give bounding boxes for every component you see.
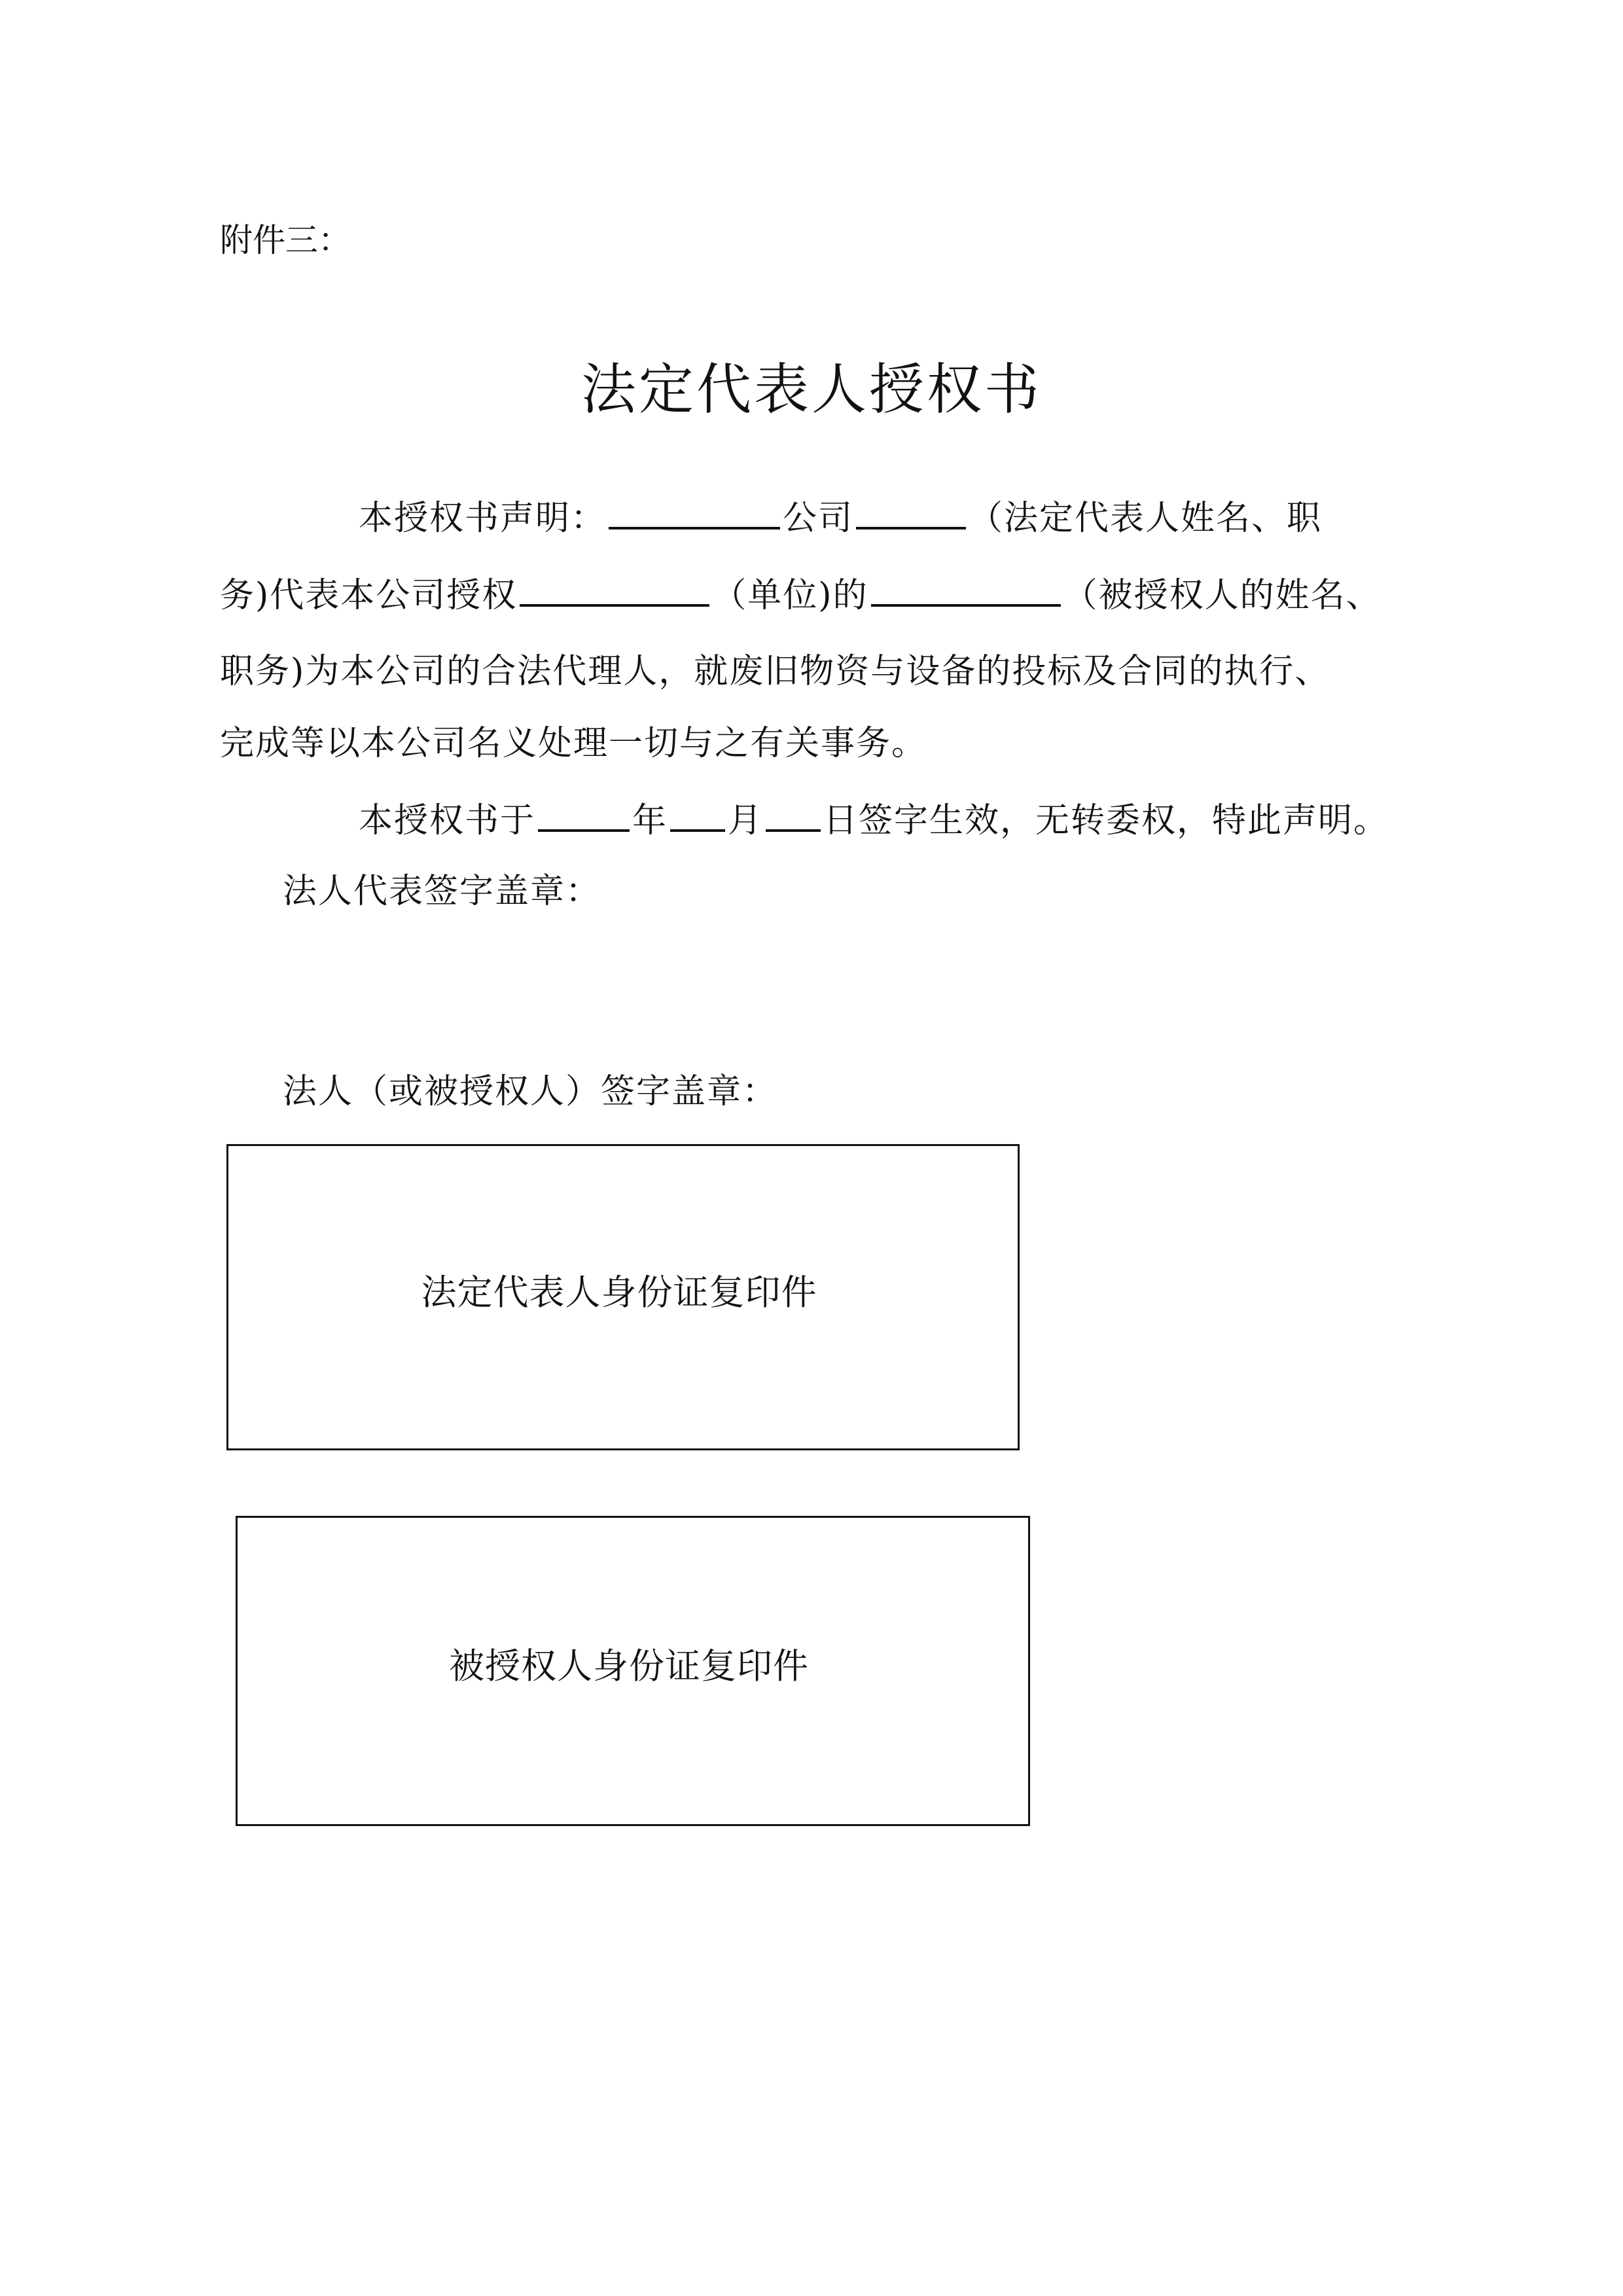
agent-id-copy-label: 被授权人身份证复印件 <box>449 1645 809 1687</box>
p2-tail: 日签字生效，无转委权，特此声明。 <box>823 801 1389 840</box>
agent-name-blank[interactable] <box>871 573 1061 607</box>
agent-signature-label: 法人（或被授权人）签字盖章： <box>283 1072 778 1111</box>
p1-line1-lead: 本授权书声明： <box>359 499 607 538</box>
paragraph1-line3: 职务)为本公司的合法代理人，就废旧物资与设备的投标及合同的执行、 <box>220 652 1330 691</box>
month-label: 月 <box>728 801 764 840</box>
legal-rep-id-copy-label: 法定代表人身份证复印件 <box>421 1271 817 1313</box>
legal-rep-name-blank[interactable] <box>856 495 966 529</box>
year-blank[interactable] <box>538 798 630 832</box>
paragraph1-line4: 完成等以本公司名义处理一切与之有关事务。 <box>220 724 927 763</box>
p1-line2-lead: 务)代表本公司授权 <box>220 576 518 615</box>
paragraph1-line1 <box>359 495 1322 542</box>
agent-id-copy-box <box>236 1516 1030 1826</box>
p1-line2-tail: （被授权人的姓名、 <box>1063 576 1382 615</box>
p1-line2-unit-label: （单位)的 <box>712 576 868 615</box>
company-name-blank[interactable] <box>609 495 780 529</box>
month-blank[interactable] <box>670 798 725 832</box>
legal-rep-id-copy-box <box>226 1144 1020 1450</box>
legal-rep-signature-label: 法人代表签字盖章： <box>283 872 601 911</box>
day-blank[interactable] <box>766 798 821 832</box>
unit-blank[interactable] <box>520 573 709 607</box>
attachment-label: 附件三： <box>220 221 351 259</box>
p1-line1-tail: （法定代表人姓名、职 <box>969 499 1323 538</box>
paragraph1-line2 <box>220 572 1382 619</box>
paragraph2 <box>359 797 1389 844</box>
p1-line1-company-label: 公司 <box>783 499 854 538</box>
document-title: 法定代表人授权书 <box>580 357 1042 422</box>
year-label: 年 <box>632 801 668 840</box>
p2-lead: 本授权书于 <box>359 801 536 840</box>
